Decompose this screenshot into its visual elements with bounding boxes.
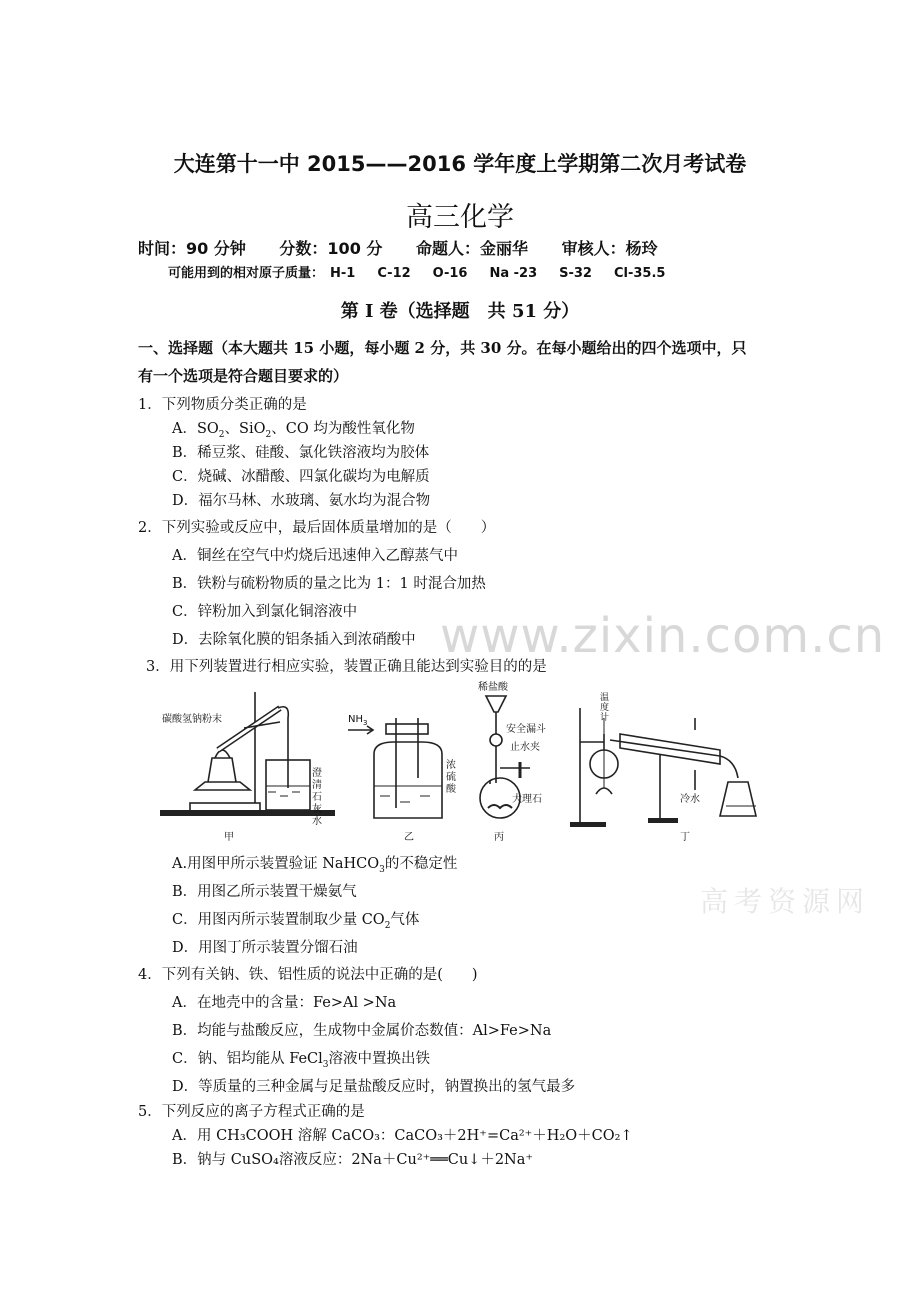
h2so4-label-2: 硫 [446, 772, 456, 783]
apparatus-ding [570, 692, 756, 843]
limewater-label-1: 澄 [312, 768, 322, 779]
exam-title: 大连第十一中 2015——2016 学年度上学期第二次月考试卷 [173, 152, 747, 176]
q1-stem: 1．下列物质分类正确的是 [138, 397, 307, 413]
q3-option-b: B．用图乙所示装置干燥氨气 [172, 884, 357, 900]
atomic-mass-na: Na -23 [489, 266, 538, 281]
q2-option-b: B．铁粉与硫粉物质的量之比为 1：1 时混合加热 [172, 576, 486, 592]
nahco3-label: 碳酸氢钠粉末 [162, 714, 222, 725]
thermometer-label-3: 计 [600, 713, 610, 723]
limewater-label-2: 清 [312, 780, 322, 791]
atomic-mass-c: C-12 [377, 266, 411, 281]
apparatus-jia [160, 692, 335, 843]
marble-label: 大理石 [512, 794, 542, 805]
q3-option-d: D．用图丁所示装置分馏石油 [172, 940, 358, 956]
fig-label-ding: 丁 [680, 832, 690, 843]
fig-label-yi: 乙 [404, 832, 414, 843]
atomic-mass-s: S-32 [559, 266, 592, 281]
fig-label-bing: 丙 [494, 832, 504, 843]
hcl-label: 稀盐酸 [478, 682, 508, 693]
q2-stem: 2．下列实验或反应中，最后固体质量增加的是（ ） [138, 520, 496, 536]
thermometer-label-1: 温 [600, 693, 610, 703]
q2-option-c: C．锌粉加入到氯化铜溶液中 [172, 604, 358, 620]
watermark: www.zixin.com.cn [440, 608, 886, 664]
q5-option-b: B．钠与 CuSO₄溶液反应：2Na＋Cu²⁺══Cu↓＋2Na⁺ [172, 1152, 534, 1168]
q5-stem: 5．下列反应的离子方程式正确的是 [138, 1104, 365, 1120]
exam-reviewer: 审核人：杨玲 [561, 239, 658, 258]
q1-option-b: B．稀豆浆、硅酸、氯化铁溶液均为胶体 [172, 445, 430, 461]
section-instructions-line1: 一、选择题（本大题共 15 小题，每小题 2 分，共 30 分。在每小题给出的四个选项中，只 [138, 339, 747, 357]
q4-option-d: D．等质量的三种金属与足量盐酸反应时，钠置换出的氢气最多 [172, 1079, 576, 1095]
thermometer-label-2: 度 [600, 703, 610, 713]
clamp-label: 止水夹 [510, 742, 540, 753]
apparatus-figure [160, 678, 760, 846]
q4-option-a: A．在地壳中的含量：Fe>Al >Na [172, 995, 397, 1011]
apparatus-bing [478, 680, 546, 843]
apparatus-yi [348, 714, 457, 843]
exam-meta [138, 236, 686, 259]
section-instructions-line2: 有一个选项是符合题目要求的） [138, 367, 349, 385]
nh3-label: $NH_3$ [348, 714, 368, 727]
h2so4-label-1: 浓 [446, 760, 456, 771]
atomic-masses-label: 可能用到的相对原子质量： [168, 266, 325, 281]
atomic-mass-cl: Cl-35.5 [613, 266, 666, 281]
cold-water-label: 冷水 [680, 794, 700, 805]
limewater-label-4: 灰 [312, 804, 322, 815]
atomic-masses [168, 262, 687, 281]
atomic-mass-h: H-1 [330, 266, 356, 281]
q2-option-d: D．去除氧化膜的铝条插入到浓硝酸中 [172, 632, 416, 648]
q3-option-a: A.用图甲所示装置验证 NaHCO$_3$的不稳定性 [172, 856, 458, 875]
q4-option-b: B．均能与盐酸反应，生成物中金属价态数值：Al>Fe>Na [172, 1023, 552, 1039]
q1-option-c: C．烧碱、冰醋酸、四氯化碳均为电解质 [172, 469, 430, 485]
q4-stem: 4．下列有关钠、铁、铝性质的说法中正确的是( ) [138, 967, 478, 983]
funnel-label: 安全漏斗 [506, 724, 546, 735]
subject-title: 高三化学 [406, 202, 514, 233]
q4-option-c: C．钠、铝均能从 FeCl$_3$溶液中置换出铁 [172, 1051, 431, 1070]
q1-option-a: A．$SO_2$、SiO$_2$、CO 均为酸性氧化物 [172, 421, 415, 440]
limewater-label-5: 水 [312, 816, 322, 827]
q2-option-a: A．铜丝在空气中灼烧后迅速伸入乙醇蒸气中 [172, 548, 458, 564]
q3-option-c: C．用图丙所示装置制取少量 $CO_2$气体 [172, 912, 420, 931]
q5-option-a: A．用 CH₃COOH 溶解 CaCO₃：CaCO₃＋2H⁺=Ca²⁺＋H₂O＋CO₂↑ [172, 1128, 633, 1144]
exam-time: 时间：90 分钟 [138, 239, 246, 258]
h2so4-label-3: 酸 [446, 784, 456, 795]
limewater-label-3: 石 [312, 792, 322, 803]
q1-option-d: D．福尔马林、水玻璃、氨水均为混合物 [172, 493, 431, 509]
q3-stem: 3．用下列装置进行相应实验，装置正确且能达到实验目的的是 [146, 659, 547, 675]
watermark-secondary: 高考资源网 [700, 885, 871, 918]
part-title: 第 I 卷（选择题 共 51 分） [340, 301, 580, 322]
atomic-mass-o: O-16 [432, 266, 468, 281]
fig-label-jia: 甲 [224, 832, 234, 843]
exam-author: 命题人：金丽华 [415, 239, 528, 258]
exam-score: 分数：100 分 [279, 239, 383, 258]
